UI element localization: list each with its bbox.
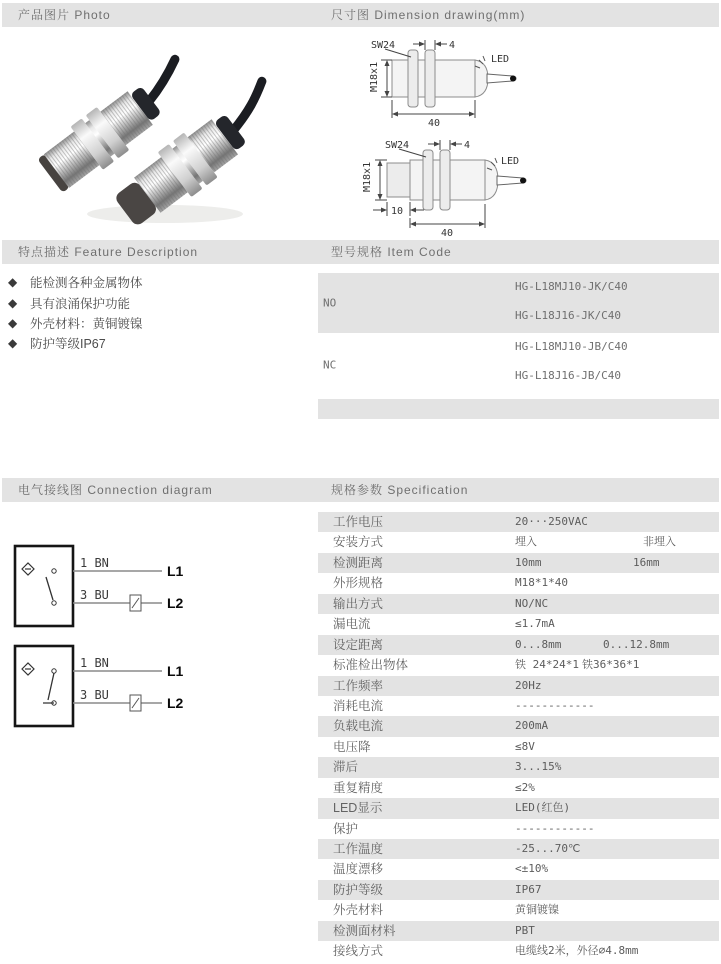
connection-diagram-nc [15,646,184,726]
spec-row [318,553,719,573]
dimension-section-title: 尺寸图 Dimension drawing(mm) [331,8,526,22]
spec-label: 外形规格 [333,576,384,591]
section-header-photo-dimension [2,3,719,27]
spec-label: 检测面材料 [333,923,396,938]
spec-row [318,676,719,696]
spec-label: 温度漂移 [333,862,384,877]
spec-label: 负载电流 [333,719,384,734]
output-type-label: NO [323,296,337,310]
spec-label: 工作温度 [333,842,384,856]
diamond-bullet-icon: ◆ [8,275,18,290]
feature-item [8,333,308,353]
spec-row [318,839,719,859]
spec-row [318,757,719,777]
spec-value: 电缆线2米，外径∅4.8mm [515,944,639,958]
spec-row [318,655,719,675]
spec-row [318,737,719,757]
led-label: LED [491,54,510,65]
photo-section-title: 产品图片 Photo [18,8,111,22]
spec-label: 工作频率 [333,678,384,693]
led-label: LED [501,156,520,167]
spec-label: 接线方式 [333,944,384,959]
spec-label: 消耗电流 [333,698,384,713]
feature-text: 具有浪涌保护功能 [30,296,131,311]
spec-value: 200mA [515,719,549,733]
item-code: HG-L18MJ10-JB/C40 [515,340,628,353]
spec-value: 铁 24*24*1 [515,658,579,672]
spec-label: 工作电压 [333,515,384,529]
spec-value: PBT [515,923,535,937]
output-type-label: NC [323,358,337,372]
spec-label: LED显示 [333,801,383,816]
wire-label-bu: 3 BU [80,688,109,702]
item-code: HG-L18J16-JK/C40 [515,309,621,322]
product-photo [10,42,300,228]
spec-row [318,880,719,900]
feature-text: 防护等级IP67 [30,337,106,352]
terminal-label-l2: L2 [167,595,184,611]
section-header-connection-spec [2,478,719,502]
item-code-table-footer-bar [318,399,719,419]
spec-value-2: 16mm [633,555,660,569]
spec-row [318,941,719,961]
spec-row [318,532,719,552]
spec-value: NO/NC [515,596,549,610]
item-code: HG-L18J16-JB/C40 [515,369,621,382]
protrusion-dim: 10 [391,206,404,217]
wire-label-bn: 1 BN [80,656,109,670]
spec-label: 输出方式 [333,596,384,611]
features-section-title: 特点描述 Feature Description [18,245,199,259]
spec-label: 安装方式 [333,535,384,550]
spec-value: 20···250VAC [515,515,588,528]
spec-row [318,512,719,532]
spec-row [318,859,719,879]
spec-value: -25...70℃ [515,842,581,855]
spec-value: ≤1.7mA [515,617,555,631]
spec-value-2: 非埋入 [643,535,676,549]
spec-value: ------------ [515,698,595,712]
item-code-row-no [318,273,719,333]
spec-label: 检测距离 [333,555,384,570]
spec-value: 埋入 [515,535,537,549]
spec-row [318,573,719,593]
connection-diagrams [10,538,240,738]
spec-value: 20Hz [515,678,542,692]
itemcode-section-title: 型号规格 Item Code [331,245,452,259]
spec-value-2: 0...12.8mm [603,637,670,651]
spec-value: ≤2% [515,780,535,794]
spec-label: 保护 [333,821,359,836]
cable-end [510,76,516,82]
spec-row [318,696,719,716]
spec-row [318,921,719,941]
spec-value: 0...8mm [515,637,562,651]
spec-label: 标准检出物体 [333,658,409,673]
length-dim: 40 [428,118,441,129]
spec-value: 3...15% [515,760,562,774]
spec-row [318,900,719,920]
spec-value: IP67 [515,882,542,896]
spec-value: 10mm [515,555,542,569]
wrench-size-label: SW24 [371,40,396,51]
spec-row [318,798,719,818]
diamond-bullet-icon: ◆ [8,295,18,310]
thread-spec-label: M18x1 [362,161,373,192]
spec-label: 外壳材料 [333,903,384,918]
connection-section-title: 电气接线图 Connection diagram [18,483,213,497]
spec-value: 黄铜镀镍 [515,903,559,917]
nut-width-dim: 4 [449,40,456,51]
spec-row [318,716,719,736]
spec-label: 电压降 [333,739,371,754]
spec-row [318,819,719,839]
spec-row [318,635,719,655]
spec-label: 设定距离 [333,637,384,652]
item-code: HG-L18MJ10-JK/C40 [515,280,628,293]
item-code-row-nc [318,333,719,397]
feature-item [8,313,308,333]
spec-row [318,594,719,614]
spec-value-2: 铁36*36*1 [582,658,640,672]
cable-end [520,178,526,184]
wire-label-bu: 3 BU [80,588,109,602]
feature-text: 能检测各种金属物体 [30,276,143,291]
terminal-label-l1: L1 [167,563,184,579]
spec-label: 滞后 [333,760,359,775]
thread-spec-label: M18x1 [369,61,380,92]
nut-width-dim: 4 [464,140,471,151]
spec-value: LED(红色) [515,801,571,815]
spec-value: M18*1*40 [515,576,568,590]
feature-text: 外壳材料：黄铜镀镍 [30,316,143,331]
diamond-bullet-icon: ◆ [8,315,18,330]
spec-value: <±10% [515,862,549,876]
diamond-bullet-icon: ◆ [8,336,18,351]
spec-label: 防护等级 [333,882,384,897]
feature-item [8,292,308,312]
length-dim: 40 [441,228,454,238]
spec-value: ≤8V [515,739,535,753]
dimension-drawing-non-flush [362,140,526,238]
terminal-label-l1: L1 [167,663,184,679]
wrench-size-label: SW24 [385,140,410,151]
dimension-drawings [325,30,615,238]
section-header-features-itemcode [2,240,719,264]
spec-row [318,614,719,634]
terminal-label-l2: L2 [167,695,184,711]
spec-label: 重复精度 [333,780,384,795]
feature-item [8,272,308,292]
spec-value: ------------ [515,821,595,835]
wire-label-bn: 1 BN [80,556,109,570]
feature-list [8,272,308,354]
spec-section-title: 规格参数 Specification [331,483,469,497]
spec-label: 漏电流 [333,617,371,632]
connection-diagram-no [15,546,184,626]
dimension-drawing-flush [369,40,516,129]
specification-table [318,512,719,962]
spec-row [318,778,719,798]
